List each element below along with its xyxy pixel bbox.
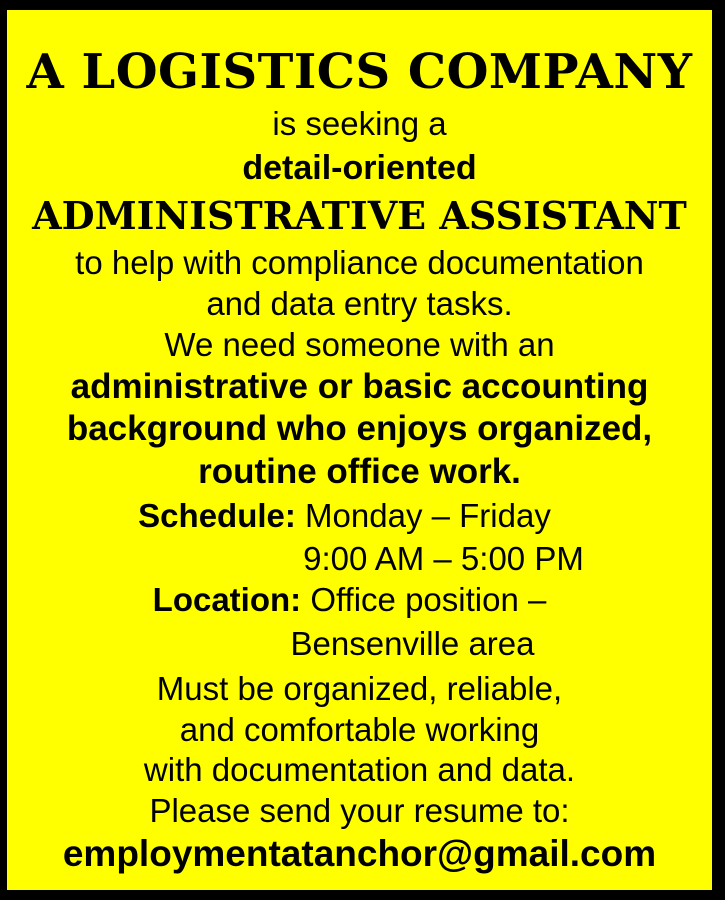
schedule-hours: 9:00 AM – 5:00 PM [303,540,584,577]
detail-oriented-line: detail-oriented [242,149,477,187]
seeking-line: is seeking a [272,105,447,142]
emphasis-line-3: routine office work. [198,452,521,491]
emphasis-line-1: administrative or basic accounting [70,367,649,406]
schedule-line [0,493,697,538]
cta-line: Please send your resume to: [149,792,570,829]
schedule-days: Monday – Friday [305,497,551,534]
emphasis-line-2: background who enjoys organized, [66,409,653,448]
location-label: Location: [152,581,302,618]
requirement-line-1: Must be organized, reliable, [156,670,563,707]
location-value: Office position – [310,581,547,618]
location-area: Bensenville area [290,625,535,662]
company-headline: A LOGISTICS COMPANY [26,44,693,100]
email-address: employmentatanchor@gmail.com [62,833,657,874]
requirement-line-2: and comfortable working [179,711,540,748]
location-line [0,579,702,621]
requirement-line-3: with documentation and data. [143,751,576,788]
description-line-1: to help with compliance documentation [75,244,644,281]
schedule-label: Schedule: [138,497,296,534]
role-headline: ADMINISTRATIVE ASSISTANT [32,193,687,238]
description-line-2: and data entry tasks. [206,285,513,322]
description-line-3: We need someone with an [164,326,555,363]
